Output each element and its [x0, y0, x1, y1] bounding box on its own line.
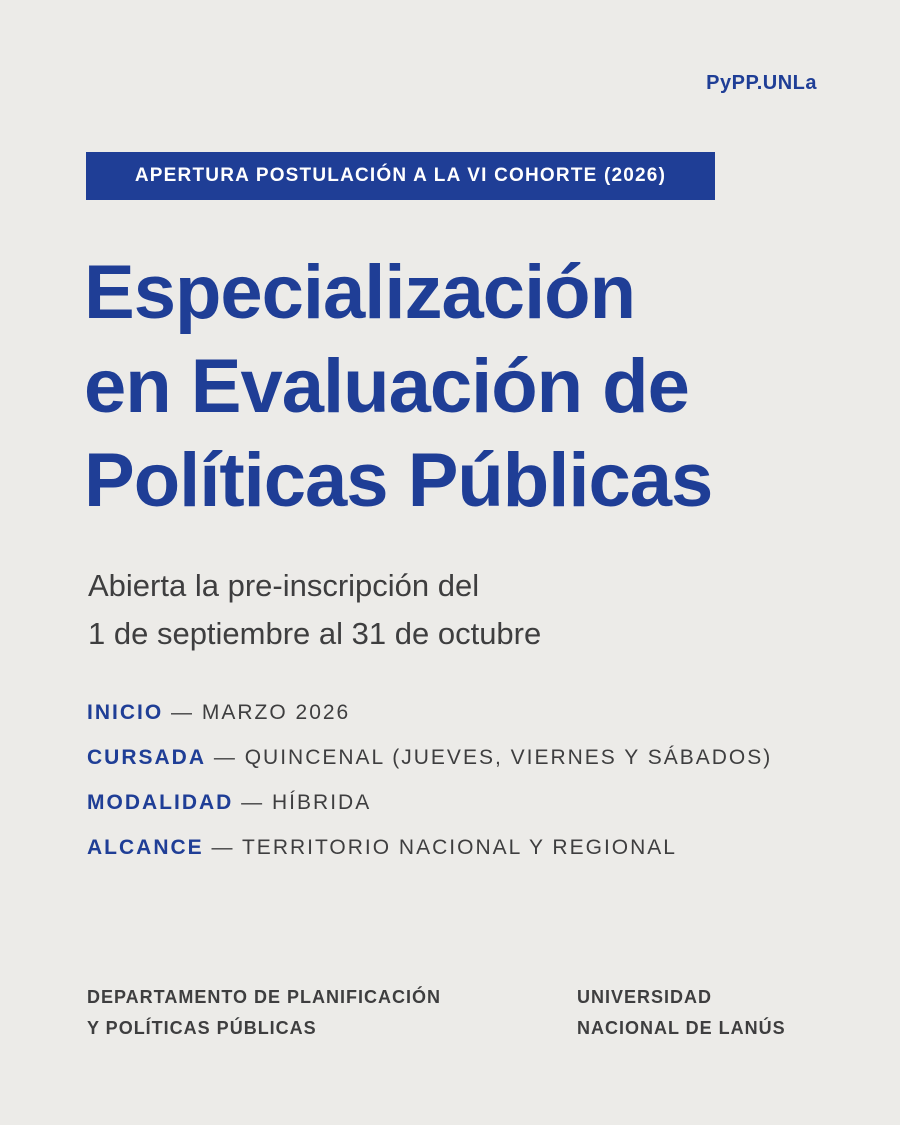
detail-start: [87, 698, 772, 743]
registration-period-line: 1 de septiembre al 31 de octubre: [88, 616, 542, 651]
department-name-line: DEPARTAMENTO DE PLANIFICACIÓN: [87, 987, 442, 1007]
detail-value: QUINCENAL (JUEVES, VIERNES Y SÁBADOS): [244, 746, 773, 769]
university-name-line: UNIVERSIDAD: [577, 987, 713, 1007]
program-title-line: Políticas Públicas: [84, 438, 713, 523]
detail-key: CURSADA: [87, 746, 206, 769]
cohort-banner-text: APERTURA POSTULACIÓN A LA VI COHORTE (2026): [134, 165, 667, 186]
cohort-banner: [86, 152, 715, 200]
detail-modality: [87, 788, 772, 833]
detail-value: HÍBRIDA: [272, 791, 372, 814]
detail-key: ALCANCE: [87, 836, 204, 859]
program-title-line: Especialización: [84, 250, 636, 335]
detail-separator: —: [213, 746, 245, 769]
detail-separator: —: [171, 701, 202, 724]
brand-name: PyPP.UNLa: [706, 72, 817, 94]
detail-value: TERRITORIO NACIONAL Y REGIONAL: [241, 836, 677, 859]
university-name: [577, 982, 786, 1044]
program-title: [84, 246, 844, 528]
program-title-line: en Evaluación de: [84, 344, 689, 429]
department-name: [87, 982, 441, 1044]
detail-separator: —: [241, 791, 273, 814]
registration-period-line: Abierta la pre-inscripción del: [88, 568, 480, 603]
detail-scope: [87, 833, 772, 878]
detail-key: INICIO: [87, 701, 164, 724]
detail-key: MODALIDAD: [87, 791, 234, 814]
registration-period: [88, 562, 541, 658]
detail-separator: —: [211, 836, 242, 859]
university-name-line: NACIONAL DE LANÚS: [577, 1018, 786, 1038]
detail-schedule: [87, 743, 772, 788]
program-details: [87, 698, 772, 878]
department-name-line: Y POLÍTICAS PÚBLICAS: [87, 1018, 317, 1038]
detail-value: MARZO 2026: [201, 701, 351, 724]
